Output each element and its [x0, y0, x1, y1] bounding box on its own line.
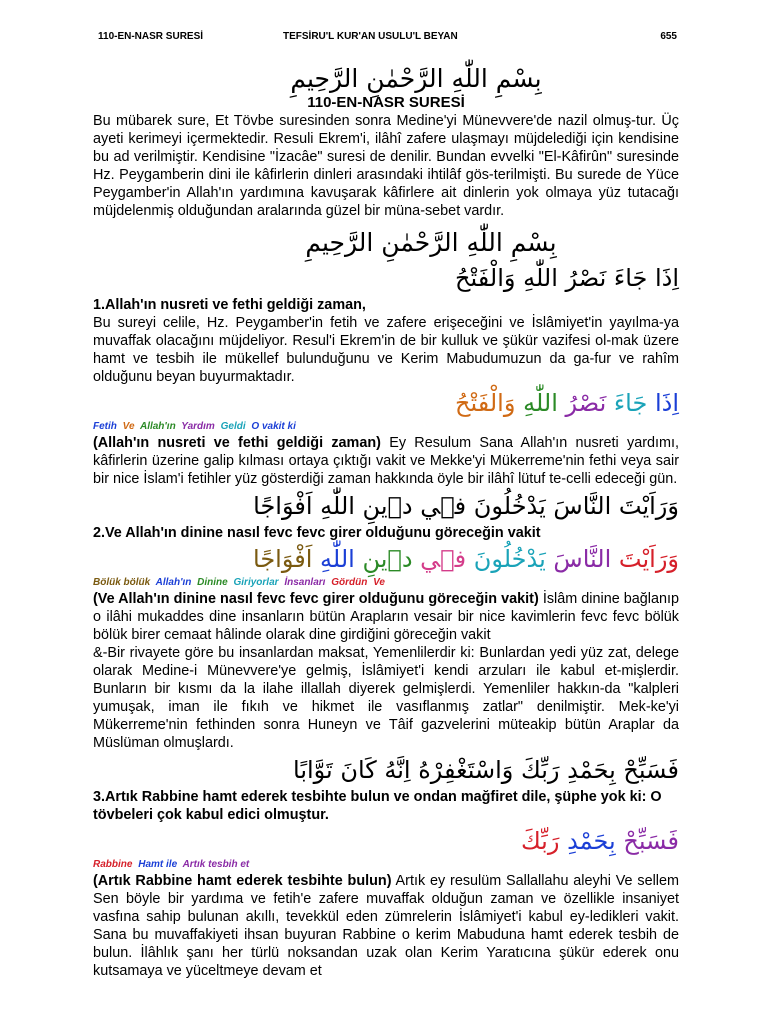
word-ar: فَسَبِّحْ	[623, 827, 679, 855]
ayah-3-word-glosses	[93, 858, 679, 872]
word-ar: اَفْوَاجًا	[253, 545, 313, 573]
gloss: Giriyorlar	[233, 577, 279, 588]
word-ar: جَاءَ	[613, 389, 648, 417]
ayah-2-translation: 2.Ve Allah'ın dinine nasıl fevc fevc girer olduğunu göreceğin vakit	[93, 525, 541, 541]
ayah-1-colored-arabic	[93, 386, 679, 420]
ayah-1-arabic: اِذَا جَاءَ نَصْرُ اللّٰهِ وَالْفَتْحُ	[455, 264, 679, 292]
gloss: Hamt ile	[138, 859, 178, 870]
gloss: Allah'ın	[155, 577, 192, 588]
ayah-2-word-glosses	[93, 576, 679, 590]
ayah-2-colored-arabic	[93, 542, 679, 576]
ayah-3-colored-arabic	[93, 824, 679, 858]
gloss: Gördün	[331, 577, 368, 588]
word-ar: ف۪ي	[420, 545, 467, 573]
ayah-3-commentary	[93, 872, 679, 980]
ayah-2-arabic: وَرَاَيْتَ النَّاسَ يَدْخُلُونَ ف۪ي د۪ينِ اللّٰهِ اَفْوَاجًا	[253, 492, 679, 520]
gloss: Rabbine	[93, 859, 133, 870]
gloss: Ve	[373, 577, 385, 588]
commentary-text: Artık ey resulüm Sallallahu aleyhi Ve sellem Sen böyle bir yardıma ve fetih'e zafere muvaffak olduğun zaman ve özellikle insaniyet vasfına sahip bulunan akıllı, tevekkül eden zümrelerin İslâmiyet'i kabul ey-ledikleri vakit. Sana bu muvaffakiyeti ihsan buyuran Rabbine o kerim Mabuduna hamt ederek tesbih de bulun. İlâhlık şanı her türlü noksandan uzak olan Kerim Yaratıcına şükür ederek onu kutsamaya ve yüceltmeye devam et	[93, 873, 679, 979]
word-ar: يَدْخُلُونَ	[473, 545, 546, 573]
running-header	[0, 31, 768, 47]
word-ar: اللّٰهِ	[523, 389, 558, 417]
header-book-title: TEFSİRU'L KUR'AN USULU'L BEYAN	[283, 31, 458, 42]
word-ar: الْفَتْحُ	[454, 389, 504, 417]
page-body	[93, 62, 679, 980]
ayah-1-commentary	[93, 434, 679, 488]
word-ar: النَّاسَ	[553, 545, 612, 573]
word-ar: رَبِّكَ	[520, 827, 560, 855]
gloss: Yardım	[181, 421, 215, 432]
intro-paragraph: Bu mübarek sure, Et Tövbe suresinden sonra Medine'yi Münevvere'de nazil olmuş-tur. Üç ayeti kerimeyi içermektedir. Resuli Ekrem'i, ilâhî zafere ulaşmayı müjdelediği için kendisine bu ad verilmiştir. Kendisine "İzacâe" suresi de denilir. Bundan evvelki "El-Kâfirûn" suresinde Hz. Peygamberin dini ile kâfirlerin dinleri arasındaki ihtilâf gös-terilmişti. Bu surede de Yüce Peygamber'in Allah'ın yardımına kavuşarak kâfirlere ait dinlerin yok olmaya yüz tutacağı müjdelenmiş olduğundan aralarında güzel bir müna-sebet vardır.	[93, 113, 679, 219]
gloss: Allah'ın	[139, 421, 176, 432]
header-sure-name: 110-EN-NASR SURESİ	[98, 31, 204, 42]
gloss: Ve	[122, 421, 135, 432]
gloss: O vakit ki	[251, 421, 296, 432]
ayah-1-summary: Bu sureyi celile, Hz. Peygamber'in fetih ve zafere erişeceğini ve İslâmiyet'in yayılma-ya muvaffak olacağını müjdeliyor. Resul'i Ekrem'in de bir kulluk ve şükür vazifesi ol-mak üzere hamt ve tesbih ile mükellef bulunduğunu ve Kerim Mabudumuzun da ga-fur ve rahîm olduğunu beyan buyurmaktadır.	[93, 315, 679, 385]
ayah-1-translation: 1.Allah'ın nusreti ve fethi geldiği zaman,	[93, 297, 366, 313]
header-page-number: 655	[660, 31, 677, 42]
ayah-2-commentary	[93, 590, 679, 644]
word-ar: اللّٰهِ	[320, 545, 355, 573]
commentary-bold: (Allah'ın nusreti ve fethi geldiği zaman)	[93, 435, 381, 451]
ayah-3-arabic: فَسَبِّحْ بِحَمْدِ رَبِّكَ وَاسْتَغْفِرْهُ اِنَّهُ كَانَ تَوَّابًا	[293, 756, 679, 784]
word-ar: د۪ينِ	[362, 545, 413, 573]
commentary-text: Ey Resulum Sana Allah'ın nusreti yardımı, kâfirlerin üzerine galip kılması ortaya çıktığı vakit ve Mekke'yi Mükerreme'nin fethi veya sair bir nice İslam'i fetihler yüz gösterdiği zaman hakkında öyle bir ilâhî lütuf te-celli edeceği gün.	[93, 435, 679, 487]
ayah-1-word-glosses	[93, 420, 679, 434]
basmala-top: بِسْمِ اللّٰهِ الرَّحْمٰنِ الرَّحِيمِ	[290, 64, 542, 93]
gloss: Bölük bölük	[93, 577, 151, 588]
gloss: Fetih	[93, 421, 117, 432]
gloss: Artık tesbih et	[182, 859, 250, 870]
sure-title: 110-EN-NASR SURESİ	[307, 94, 465, 111]
word-ar: اِذَا	[654, 389, 679, 417]
word-ar: بِحَمْدِ	[567, 827, 616, 855]
basmala-second: بِسْمِ اللّٰهِ الرَّحْمٰنِ الرَّحِيمِ	[305, 228, 557, 257]
gloss: İnsanları	[284, 577, 326, 588]
commentary-bold: (Ve Allah'ın dinine nasıl fevc fevc girer olduğunu göreceğin vakit)	[93, 591, 539, 607]
ayah-2-note: &-Bir rivayete göre bu insanlardan maksat, Yemenlilerdir ki: Bunlardan yedi yüz zat, delege olarak Medine-i Münevvere'ye gelmiş, İslâmiyet'i kendi arzuları ile kabul et-mişlerdir. Bunların bir kısmı da la ilahe illallah diyerek gelmişlerdi. Yemenliler hakkın-da "kalpleri yumuşak, iman ile fıkıh ve hikmet ile vasıflanmış zatlar" denilmiştir. Mek-ke'yi Mükerreme'nin fethinden sonra Huneyn ve Tâif gazvelerini müteakip bütün Araplar da Müslüman olmuşlardı.	[93, 645, 679, 751]
commentary-bold: (Artık Rabbine hamt ederek tesbihte bulun)	[93, 873, 392, 889]
commentary-text: İslâm dinine bağlanıp o ilâhi mukaddes dine insanların bütün Arapların vesair bir nice kavimlerin fevc fevc bölük bölük birer cemaat hâlinde olarak dine girdiğini göreceğin vakit	[93, 591, 679, 643]
ayah-3-translation: 3.Artık Rabbine hamt ederek tesbihte bulun ve ondan mağfiret dile, şüphe yok ki: O tövbeleri çok kabul edici olmuştur.	[93, 789, 662, 823]
gloss: Geldi	[220, 421, 246, 432]
gloss: Dinine	[197, 577, 228, 588]
word-ar: وَرَاَيْتَ	[618, 545, 679, 573]
word-ar: نَصْرُ	[565, 389, 607, 417]
word-ar: وَ	[503, 389, 516, 417]
